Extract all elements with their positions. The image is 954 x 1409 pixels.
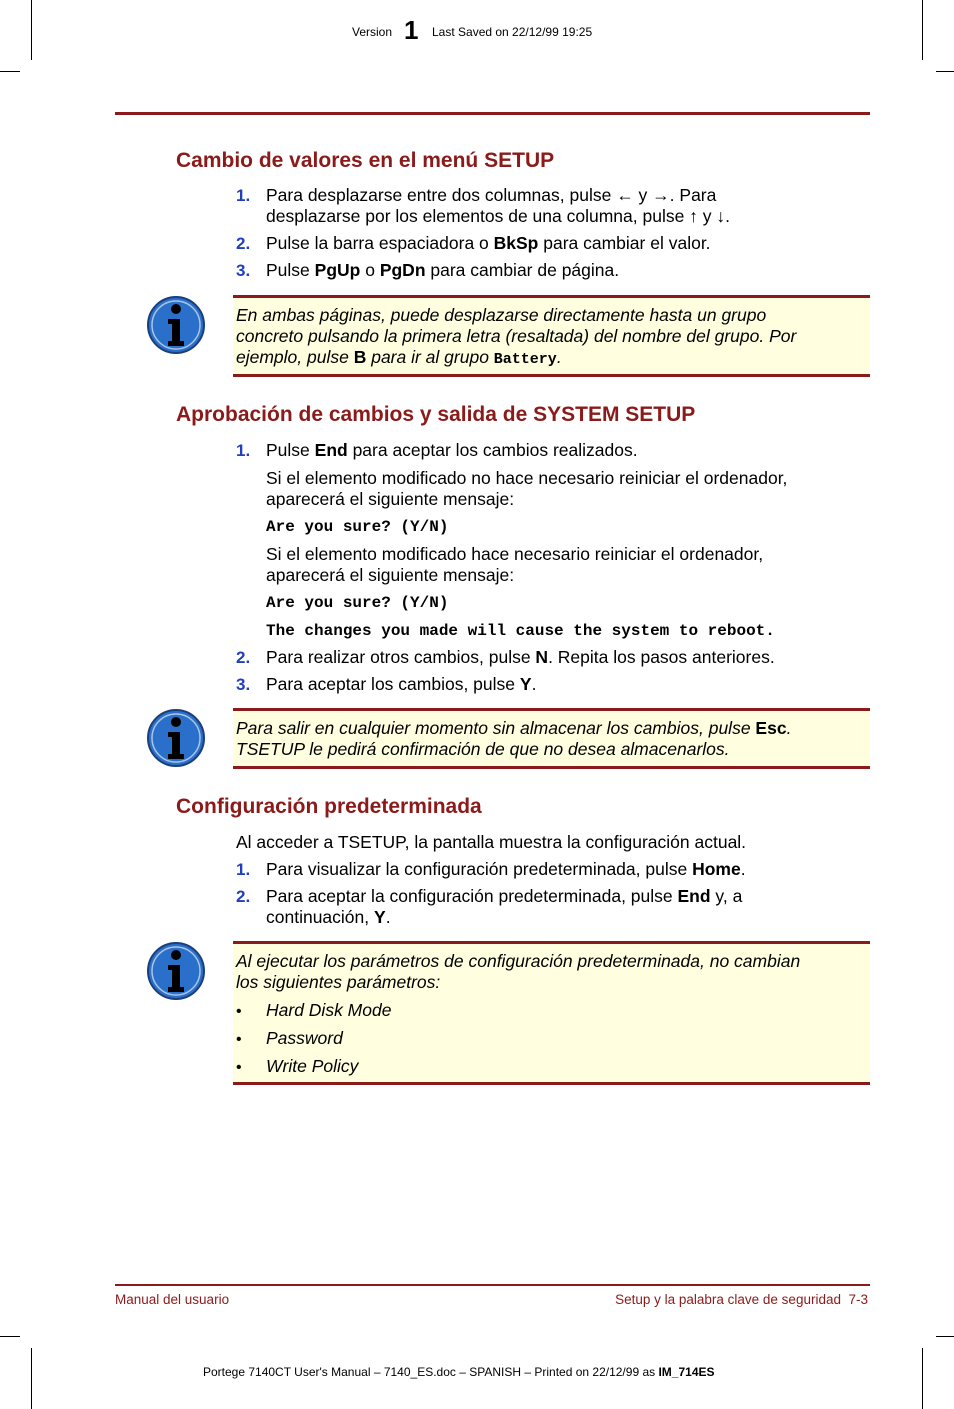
section-heading-approval: Aprobación de cambios y salida de SYSTEM SETUP (176, 403, 696, 426)
code-text: Battery (493, 351, 557, 368)
key-name: PgUp (314, 260, 361, 280)
bullet-icon: • (236, 1059, 242, 1076)
text: Para aceptar la configuración predeterminada, pulse (266, 886, 678, 906)
text: Para visualizar la configuración predeterminada, pulse (266, 859, 693, 879)
key-name: BkSp (493, 233, 539, 253)
key-name: Y (374, 907, 386, 927)
paragraph: Al acceder a TSETUP, la pantalla muestra la configuración actual. (236, 832, 747, 852)
note-text (236, 347, 562, 370)
print-info (203, 1365, 715, 1379)
version-number: 1 (404, 15, 419, 45)
note-box (233, 708, 870, 769)
text: . (786, 718, 792, 738)
note-text: En ambas páginas, puede desplazarse directamente hasta un grupo (236, 305, 767, 325)
step-number: 2. (236, 887, 251, 906)
crop-mark (31, 0, 32, 60)
list-item: Write Policy (266, 1056, 359, 1076)
crop-mark (31, 1348, 32, 1409)
doc-id: IM_714ES (658, 1365, 715, 1379)
note-text: Al ejecutar los parámetros de configuración predeterminada, no cambian (236, 951, 801, 971)
crop-mark (936, 1336, 954, 1337)
text: y, a (710, 886, 743, 906)
note-box (233, 295, 870, 377)
code-line: Are you sure? (Y/N) (266, 518, 449, 536)
step-text (266, 674, 536, 695)
key-name: End (677, 886, 711, 906)
bullet-icon: • (236, 1003, 242, 1020)
key-name: Home (692, 859, 741, 879)
note-text: concreto pulsando la primera letra (resaltada) del nombre del grupo. Por (236, 326, 797, 346)
text: Portege 7140CT User's Manual – 7140_ES.doc – SPANISH – Printed on 22/12/99 as (203, 1365, 659, 1379)
crop-mark (0, 71, 20, 72)
text: Pulse (266, 440, 315, 460)
crop-mark (0, 1336, 20, 1337)
text: para cambiar el valor. (538, 233, 711, 253)
step-number: 1. (236, 441, 251, 460)
section-heading-defaults: Configuración predeterminada (176, 795, 482, 818)
crop-mark (922, 1348, 923, 1409)
step-number: 3. (236, 675, 251, 694)
version-label: Version (352, 25, 393, 39)
text: Para aceptar los cambios, pulse (266, 674, 520, 694)
text: Pulse (266, 260, 315, 280)
text: . Repita los pasos anteriores. (548, 647, 775, 667)
bullet-icon: • (236, 1031, 242, 1048)
text: . (556, 347, 562, 367)
info-icon (146, 941, 206, 1001)
key-name: Y (519, 674, 532, 694)
text: Para realizar otros cambios, pulse (266, 647, 536, 667)
list-item: Hard Disk Mode (266, 1000, 392, 1020)
info-icon (146, 708, 206, 768)
step-text (266, 647, 775, 668)
step-text (266, 886, 742, 907)
text: . (740, 859, 746, 879)
footer-right: Setup y la palabra clave de seguridad 7-3 (615, 1292, 868, 1307)
text: para cambiar de página. (425, 260, 620, 280)
code-line: Are you sure? (Y/N) (266, 594, 449, 612)
text: para aceptar los cambios realizados. (347, 440, 638, 460)
last-saved: Last Saved on 22/12/99 19:25 (432, 25, 593, 39)
step-number: 2. (236, 234, 251, 253)
list-item: Password (266, 1028, 343, 1048)
paragraph: Si el elemento modificado hace necesario reiniciar el ordenador, (266, 544, 764, 564)
section-heading-setup: Cambio de valores en el menú SETUP (176, 149, 555, 172)
step-text (266, 233, 711, 254)
step-number: 1. (236, 860, 251, 879)
note-text (236, 718, 791, 739)
text: ejemplo, pulse (236, 347, 354, 367)
step-number: 3. (236, 261, 251, 280)
key-name: End (314, 440, 348, 460)
note-text: TSETUP le pedirá confirmación de que no desea almacenarlos. (236, 739, 730, 759)
code-line: The changes you made will cause the system to reboot. (266, 622, 775, 640)
step-text (266, 260, 619, 281)
info-icon (146, 295, 206, 355)
key-name: Esc (755, 718, 787, 738)
crop-mark (936, 71, 954, 72)
paragraph: Si el elemento modificado no hace necesario reiniciar el ordenador, (266, 468, 788, 488)
key-name: PgDn (379, 260, 426, 280)
step-text (266, 440, 638, 461)
text: o (360, 260, 380, 280)
text: . (531, 674, 537, 694)
crop-mark (922, 0, 923, 60)
footer-rule (115, 1284, 870, 1286)
text: Para salir en cualquier momento sin almacenar los cambios, pulse (236, 718, 756, 738)
step-number: 1. (236, 186, 251, 205)
paragraph: aparecerá el siguiente mensaje: (266, 565, 515, 585)
note-text: los siguientes parámetros: (236, 972, 441, 992)
paragraph: aparecerá el siguiente mensaje: (266, 489, 515, 509)
key-name: B (353, 347, 367, 367)
step-text (266, 907, 391, 928)
step-text: desplazarse por los elementos de una columna, pulse ↑ y ↓. (266, 206, 731, 226)
key-name: N (535, 647, 549, 667)
text: . (385, 907, 391, 927)
step-number: 2. (236, 648, 251, 667)
note-box (233, 941, 870, 1085)
text: Pulse la barra espaciadora o (266, 233, 494, 253)
footer-left: Manual del usuario (115, 1292, 230, 1307)
step-text: Para desplazarse entre dos columnas, pulse ← y →. Para (266, 185, 717, 205)
top-rule (115, 112, 870, 115)
text: continuación, (266, 907, 374, 927)
text: para ir al grupo (366, 347, 494, 367)
step-text (266, 859, 746, 880)
